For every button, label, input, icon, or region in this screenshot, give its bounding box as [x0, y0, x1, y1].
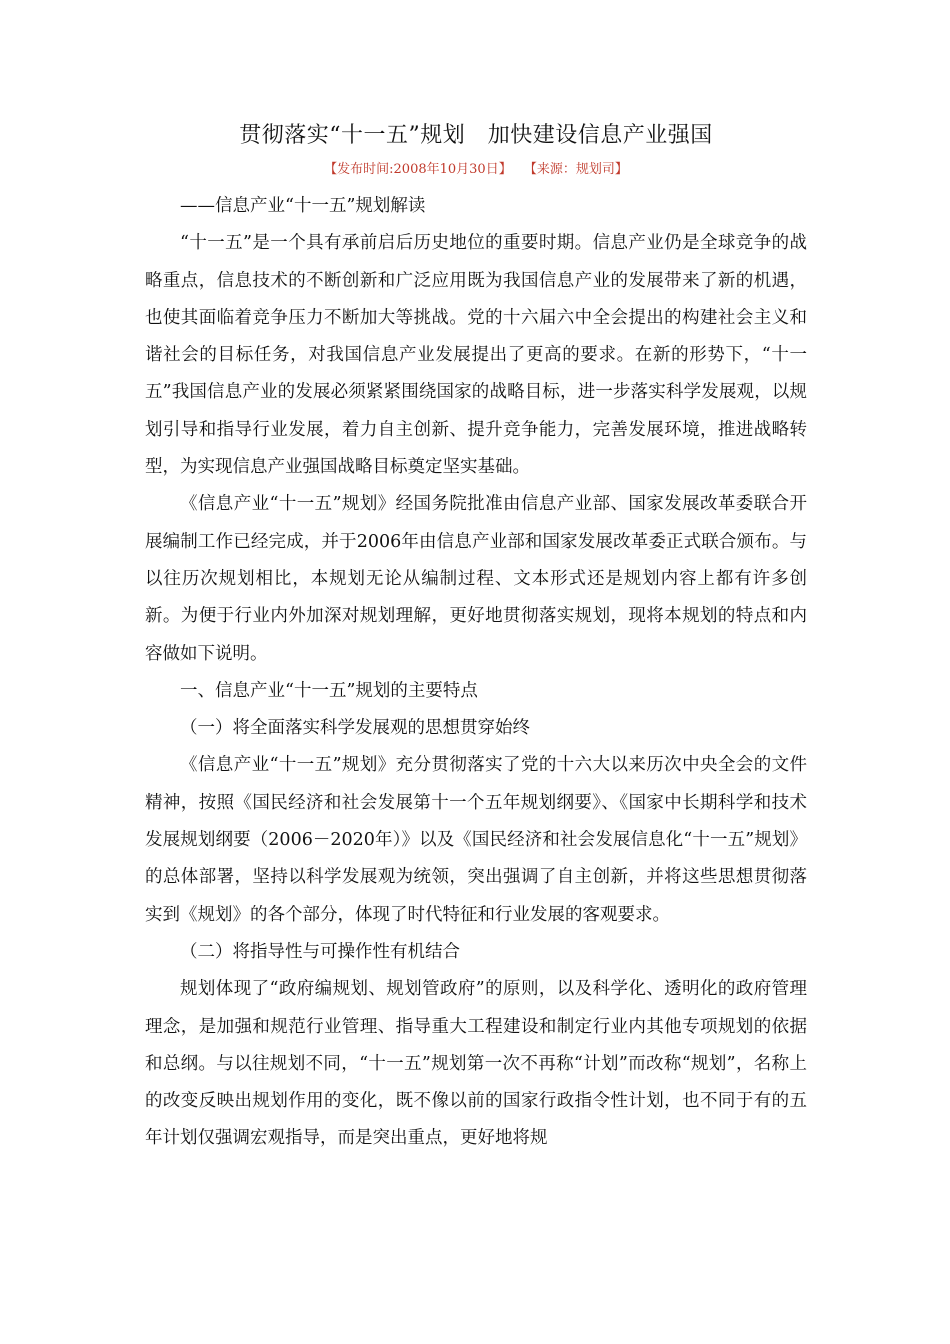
document-page	[145, 112, 807, 1158]
document-meta	[145, 160, 807, 180]
document-subtitle: ——信息产业“十一五”规划解读	[180, 196, 426, 216]
paragraph-intro-1: “十一五”是一个具有承前启后历史地位的重要时期。信息产业仍是全球竞争的战略重点，信息技术的不断创新和广泛应用既为我国信息产业的发展带来了新的机遇，也使其面临着竞争压力不断加大等挑战。党的十六届六中全会提出的构建社会主义和谐社会的目标任务，对我国信息产业发展提出了更高的要求。在新的形势下，“十一五”我国信息产业的发展必须紧紧围绕国家的战略目标，进一步落实科学发展观，以规划引导和指导行业发展，着力自主创新、提升竞争能力，完善发展环境，推进战略转型，为实现信息产业强国战略目标奠定坚实基础。	[145, 233, 807, 478]
subsection-paragraph-2: 规划体现了“政府编规划、规划管政府”的原则，以及科学化、透明化的政府管理理念，是加强和规范行业管理、指导重大工程建设和制定行业内其他专项规划的依据和总纲。与以往规划不同，“十一五”规划第一次不再称“计划”而改称“规划”，名称上的改变反映出规划作用的变化，既不像以前的国家行政指令性计划，也不同于有的五年计划仅强调宏观指导，而是突出重点，更好地将规	[145, 979, 807, 1149]
paragraph-intro-2: 《信息产业“十一五”规划》经国务院批准由信息产业部、国家发展改革委联合开展编制工作已经完成，并于2006年由信息产业部和国家发展改革委正式联合颁布。与以往历次规划相比，本规划无论从编制过程、文本形式还是规划内容上都有许多创新。为便于行业内外加深对规划理解，更好地贯彻落实规划，现将本规划的特点和内容做如下说明。	[145, 494, 807, 664]
subsection-heading-1: （一）将全面落实科学发展观的思想贯穿始终	[180, 718, 530, 739]
publish-time: 【发布时间:2008年10月30日】	[324, 162, 512, 177]
subsection-heading-2: （二）将指导性与可操作性有机结合	[180, 941, 460, 962]
section-heading-1: 一、信息产业“十一五”规划的主要特点	[180, 680, 478, 701]
subsection-paragraph-1: 《信息产业“十一五”规划》充分贯彻落实了党的十六大以来历次中央全会的文件精神，按照《国民经济和社会发展第十一个五年规划纲要》、《国家中长期科学和技术发展规划纲要（2006－2020年）》以及《国民经济和社会发展信息化“十一五”规划》的总体部署，坚持以科学发展观为统领，突出强调了自主创新，并将这些思想贯彻落实到《规划》的各个部分，体现了时代特征和行业发展的客观要求。	[145, 755, 807, 925]
document-title: 贯彻落实“十一五”规划 加快建设信息产业强国	[239, 123, 713, 148]
source: 【来源：规划司】	[523, 162, 628, 177]
